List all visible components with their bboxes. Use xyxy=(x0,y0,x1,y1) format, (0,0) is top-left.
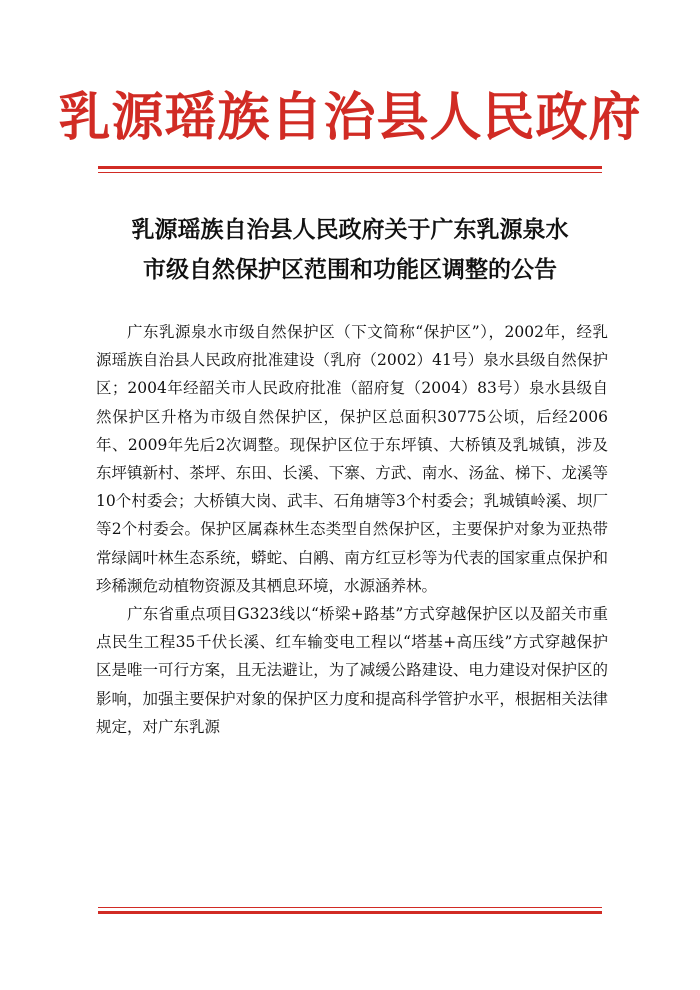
masthead-rule-thick xyxy=(98,166,602,169)
document-body xyxy=(96,318,608,741)
footer-rule-thin xyxy=(98,907,602,908)
document-title-line-1: 乳源瑶族自治县人民政府关于广东乳源泉水 xyxy=(131,216,569,243)
document-title-line-2: 市级自然保护区范围和功能区调整的公告 xyxy=(143,256,557,283)
paragraph-1: 广东乳源泉水市级自然保护区（下文简称“保护区”），2002年，经乳源瑶族自治县人民政府批准建设（乳府（2002）41号）泉水县级自然保护区；2004年经韶关市人民政府批准（韶府复（2004）83号）泉水县级自然保护区升格为市级自然保护区，保护区总面积30775公顷，后经2006年、2009年先后2次调整。现保护区位于东坪镇、大桥镇及乳城镇，涉及东坪镇新村、茶坪、东田、长溪、下寨、方武、南水、汤盆、梯下、龙溪等10个村委会；大桥镇大岗、武丰、石角塘等3个村委会；乳城镇岭溪、坝厂等2个村委会。保护区属森林生态类型自然保护区，主要保护对象为亚热带常绿阔叶林生态系统，蟒蛇、白鹇、南方红豆杉等为代表的国家重点保护和珍稀濒危动植物资源及其栖息环境，水源涵养林。 xyxy=(96,323,608,595)
masthead-rule-thin xyxy=(98,172,602,173)
footer-rule-thick xyxy=(98,911,602,914)
masthead-title: 乳源瑶族自治县人民政府 xyxy=(58,87,642,148)
paragraph-2: 广东省重点项目G323线以“桥梁+路基”方式穿越保护区以及韶关市重点民生工程35千伏长溪、红车输变电工程以“塔基+高压线”方式穿越保护区是唯一可行方案，且无法避让，为了减缓公路建设、电力建设对保护区的影响，加强主要保护对象的保护区力度和提高科学管护水平，根据相关法律规定，对广东乳源 xyxy=(96,605,608,736)
